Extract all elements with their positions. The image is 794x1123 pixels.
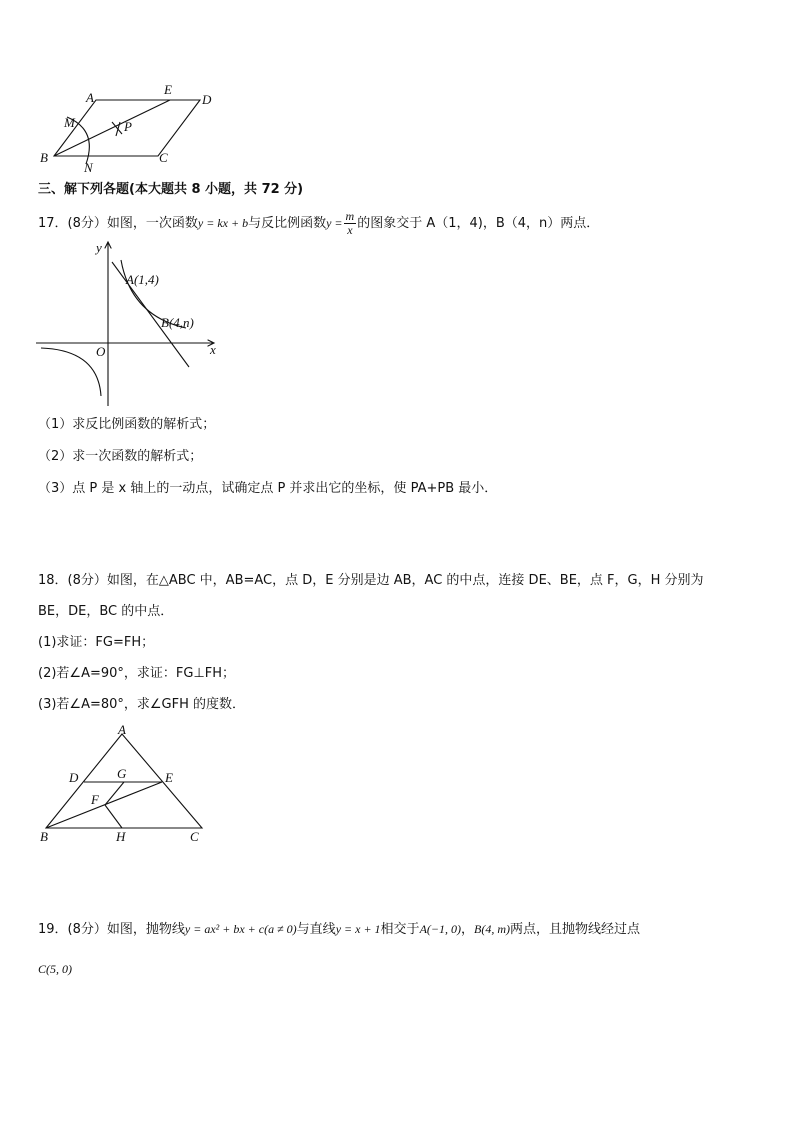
label-x: x [210,342,216,357]
label-E: E [165,770,173,785]
q17-part-3: （3）点 P 是 x 轴上的一动点，试确定点 P 并求出它的坐标，使 PA+PB 最小． [38,481,498,496]
label-point-B: B(4,n) [161,315,194,330]
label-A: A [118,722,126,737]
hyperbola-branch-2 [41,348,101,396]
q18-stem-line1: 18．(8分）如图，在△ABC 中，AB=AC，点 D，E 分别是边 AB，AC 的中点，连接 DE、BE，点 F，G，H 分别为 [38,573,704,588]
q19-point-B: B(4, m) [474,922,510,936]
label-y: y [96,240,102,255]
q17-stem [38,210,599,237]
label-A: A [86,90,94,105]
q18-stem-line2: BE，DE，BC 的中点． [38,604,174,619]
q19-point-C: C(5, 0) [38,962,72,976]
section-heading: 三、解下列各题(本大题共 8 小题，共 72 分) [38,182,304,197]
figure-triangle [36,720,216,848]
q17-mid: 与反比例函数 [248,216,327,231]
label-G: G [117,766,127,781]
q19-stem-line1 [38,920,640,939]
q19-stem-line2 [38,960,72,979]
segment-FG [105,782,124,805]
label-C: C [190,829,199,844]
bisector-mark-2 [116,122,120,136]
label-D: D [69,770,79,785]
q18-part-3: (3)若∠A=80°，求∠GFH 的度数． [38,697,246,712]
segment-BE [46,782,162,828]
q19-mid2: 相交于 [380,922,420,937]
label-point-A: A(1,4) [126,272,159,287]
q17-fraction-num: m [345,209,355,223]
label-E: E [164,82,172,97]
q18-part-2: (2)若∠A=90°，求证：FG⊥FH； [38,666,236,681]
q17-fraction-den: x [347,223,353,237]
q17-inverse-lhs: y = [326,216,343,230]
q17-prefix: 17．(8分）如图，一次函数 [38,216,198,231]
label-B: B [40,150,48,165]
q17-part-1: （1）求反比例函数的解析式； [38,417,216,432]
q19-point-A: A(−1, 0) [419,922,461,936]
q18-part-1: (1)求证：FG=FH； [38,635,155,650]
label-M: M [64,115,75,130]
q19-line-formula: y = x + 1 [335,922,381,936]
label-O: O [96,344,106,359]
label-N: N [84,160,93,174]
label-B: B [40,829,48,844]
q17-part-2: （2）求一次函数的解析式； [38,449,203,464]
q19-prefix: 19．(8分）如图，抛物线 [38,922,185,937]
q17-linear-formula: y = kx + b [197,216,249,230]
segment-FH [105,805,122,828]
q17-inverse-fraction [344,210,357,237]
figure-function-graph [36,238,226,410]
label-F: F [91,792,99,807]
q19-mid: 与直线 [296,922,336,937]
label-H: H [116,829,126,844]
q17-suffix: 的图象交于 A（1，4)，B（4，n）两点． [357,216,600,231]
label-D: D [202,92,212,107]
q19-parabola-formula: y = ax² + bx + c(a ≠ 0) [184,922,297,936]
label-P: P [124,119,132,134]
q19-separator: ， [460,922,474,937]
q19-suffix: 两点，且抛物线经过点 [510,922,641,937]
figure-parallelogram [36,82,226,174]
label-C: C [159,150,168,165]
